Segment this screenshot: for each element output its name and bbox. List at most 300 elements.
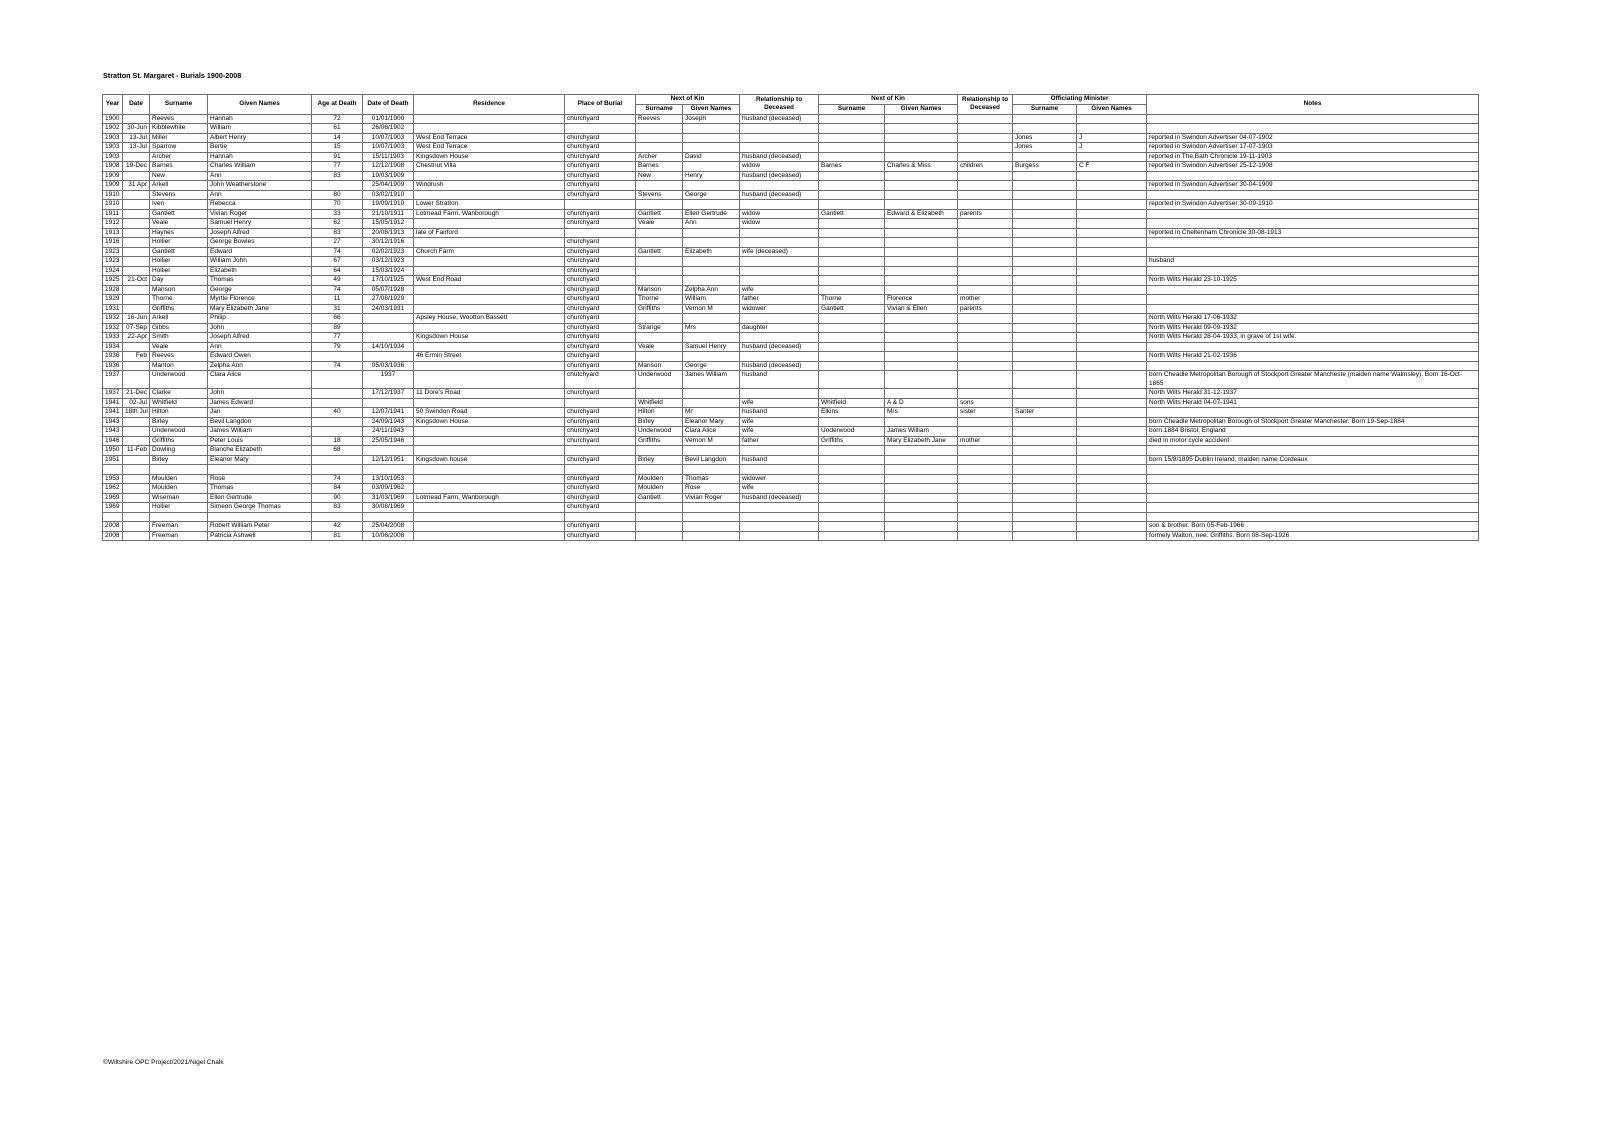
cell-notes xyxy=(1147,408,1479,418)
cell-date-of-death: 02/02/1923 xyxy=(363,247,414,257)
cell-surname: Day xyxy=(150,276,208,286)
cell-nok-given-names xyxy=(683,257,740,267)
cell-given-names: Clara Alice xyxy=(208,371,312,389)
cell-relationship-2: sister xyxy=(958,408,1013,418)
cell-minister-given-names xyxy=(1077,295,1147,305)
cell-place-of-burial: churchyard xyxy=(565,436,636,446)
cell-nok-surname xyxy=(636,143,683,153)
cell-nok2-given-names xyxy=(885,493,958,503)
cell-relationship: husband (deceased) xyxy=(740,493,819,503)
cell-place-of-burial: churchyard xyxy=(565,417,636,427)
cell-minister-surname xyxy=(1013,493,1077,503)
cell-nok2-surname: Gantlett xyxy=(819,209,885,219)
cell-date-of-death: 26/06/1902 xyxy=(363,124,414,134)
cell-place-of-burial: churchyard xyxy=(565,455,636,465)
cell-residence xyxy=(414,446,565,456)
cell-minister-given-names xyxy=(1077,304,1147,314)
cell-notes xyxy=(1147,114,1479,124)
cell-date: 13-Jul xyxy=(123,133,150,143)
cell-age-at-death xyxy=(312,417,363,427)
cell-date: 02-Jul xyxy=(123,398,150,408)
cell-nok2-given-names xyxy=(885,417,958,427)
cell-nok2-given-names xyxy=(885,371,958,389)
cell-date-of-death: 03/12/1923 xyxy=(363,257,414,267)
cell-nok2-surname xyxy=(819,143,885,153)
cell-nok2-given-names xyxy=(885,257,958,267)
cell-residence xyxy=(414,522,565,532)
col-header-residence: Residence xyxy=(414,95,565,115)
cell-age-at-death: 33 xyxy=(312,209,363,219)
cell-date-of-death: 15/03/1924 xyxy=(363,266,414,276)
cell-place-of-burial: churchyard xyxy=(565,114,636,124)
cell-surname: Freeman xyxy=(150,531,208,541)
cell-nok2-given-names xyxy=(885,200,958,210)
cell-date-of-death: 12/07/1941 xyxy=(363,408,414,418)
cell-given-names: Thomas xyxy=(208,484,312,494)
cell-relationship-2 xyxy=(958,314,1013,324)
cell-notes: North Wilts Herald 04-07-1941 xyxy=(1147,398,1479,408)
table-row xyxy=(103,171,1479,181)
cell-nok-given-names xyxy=(683,352,740,362)
cell-minister-surname xyxy=(1013,446,1077,456)
cell-year: 1937 xyxy=(103,371,123,389)
cell-nok-given-names xyxy=(683,143,740,153)
cell-nok-given-names xyxy=(683,531,740,541)
cell-nok-surname xyxy=(636,465,683,475)
cell-nok2-surname xyxy=(819,455,885,465)
table-row xyxy=(103,446,1479,456)
cell-date xyxy=(123,171,150,181)
cell-relationship: husband (deceased) xyxy=(740,190,819,200)
cell-date xyxy=(123,209,150,219)
cell-given-names: Rose xyxy=(208,474,312,484)
cell-date xyxy=(123,342,150,352)
table-row xyxy=(103,314,1479,324)
cell-nok-surname xyxy=(636,531,683,541)
cell-nok2-given-names: A & D xyxy=(885,398,958,408)
cell-nok-surname xyxy=(636,181,683,191)
cell-date xyxy=(123,257,150,267)
cell-surname: Clarke xyxy=(150,389,208,399)
cell-minister-surname xyxy=(1013,398,1077,408)
cell-nok-given-names xyxy=(683,333,740,343)
cell-surname: Sparrow xyxy=(150,143,208,153)
cell-relationship-2 xyxy=(958,512,1013,522)
cell-notes xyxy=(1147,190,1479,200)
table-row xyxy=(103,474,1479,484)
col-header-officiating-minister: Officiating Minister xyxy=(1013,95,1147,105)
cell-given-names: Blanche Elizabeth xyxy=(208,446,312,456)
cell-relationship-2 xyxy=(958,333,1013,343)
cell-place-of-burial: churchyard xyxy=(565,493,636,503)
cell-date: 22-Apr xyxy=(123,333,150,343)
cell-notes xyxy=(1147,342,1479,352)
cell-relationship-2: sons xyxy=(958,398,1013,408)
cell-date xyxy=(123,190,150,200)
cell-year: 1936 xyxy=(103,352,123,362)
cell-minister-surname xyxy=(1013,152,1077,162)
cell-residence xyxy=(414,398,565,408)
cell-relationship xyxy=(740,465,819,475)
cell-nok2-surname xyxy=(819,484,885,494)
cell-nok-surname: Manson xyxy=(636,361,683,371)
cell-relationship-2 xyxy=(958,417,1013,427)
cell-nok-given-names: Vernon M xyxy=(683,436,740,446)
cell-surname: Griffiths xyxy=(150,436,208,446)
cell-nok2-surname xyxy=(819,200,885,210)
col-header-given-names: Given Names xyxy=(208,95,312,115)
cell-residence: West End Terrace xyxy=(414,143,565,153)
cell-place-of-burial: churchyard xyxy=(565,361,636,371)
cell-relationship xyxy=(740,512,819,522)
table-row xyxy=(103,152,1479,162)
cell-surname: Reeves xyxy=(150,114,208,124)
cell-nok2-surname xyxy=(819,465,885,475)
cell-date: 18th Jul xyxy=(123,408,150,418)
cell-year: 2008 xyxy=(103,522,123,532)
cell-place-of-burial xyxy=(565,398,636,408)
cell-minister-given-names xyxy=(1077,389,1147,399)
cell-nok2-surname: Underwood xyxy=(819,427,885,437)
cell-residence xyxy=(414,436,565,446)
cell-surname: Freeman xyxy=(150,522,208,532)
cell-notes: reported in Swindon Advertiser 04-07-1902 xyxy=(1147,133,1479,143)
table-row xyxy=(103,531,1479,541)
cell-surname: Hollier xyxy=(150,503,208,513)
cell-nok2-given-names xyxy=(885,333,958,343)
cell-notes xyxy=(1147,493,1479,503)
table-row xyxy=(103,181,1479,191)
cell-residence xyxy=(414,465,565,475)
cell-surname: Hilton xyxy=(150,408,208,418)
cell-nok-given-names xyxy=(683,465,740,475)
cell-minister-surname xyxy=(1013,209,1077,219)
cell-date-of-death: 03/09/1962 xyxy=(363,484,414,494)
cell-minister-given-names xyxy=(1077,371,1147,389)
cell-nok-surname: Reeves xyxy=(636,114,683,124)
cell-nok2-given-names xyxy=(885,238,958,248)
cell-minister-surname xyxy=(1013,228,1077,238)
cell-notes: reported in Swindon Advertiser 30-04-1909 xyxy=(1147,181,1479,191)
cell-minister-given-names xyxy=(1077,455,1147,465)
cell-given-names: Vivian Roger xyxy=(208,209,312,219)
cell-surname: Veale xyxy=(150,219,208,229)
cell-date xyxy=(123,285,150,295)
cell-residence xyxy=(414,304,565,314)
cell-date-of-death: 27/08/1929 xyxy=(363,295,414,305)
cell-surname: Veale xyxy=(150,342,208,352)
cell-notes xyxy=(1147,266,1479,276)
cell-notes: born Cheadle Metropolitan Borough of Stockport Greater Manchester. Born 19-Sep-1884 xyxy=(1147,417,1479,427)
cell-nok-surname: Moulden xyxy=(636,474,683,484)
cell-relationship-2 xyxy=(958,474,1013,484)
cell-age-at-death: 83 xyxy=(312,503,363,513)
cell-nok-surname xyxy=(636,266,683,276)
cell-year: 1933 xyxy=(103,333,123,343)
cell-minister-surname xyxy=(1013,352,1077,362)
cell-nok-surname: Stevens xyxy=(636,190,683,200)
cell-minister-given-names xyxy=(1077,152,1147,162)
cell-year: 1969 xyxy=(103,493,123,503)
cell-nok-given-names: Rose xyxy=(683,484,740,494)
cell-nok-given-names xyxy=(683,200,740,210)
table-row xyxy=(103,124,1479,134)
cell-nok-given-names: Zelpha Ann xyxy=(683,285,740,295)
cell-surname: Underwood xyxy=(150,427,208,437)
cell-residence: 50 Swindon Road xyxy=(414,408,565,418)
cell-age-at-death xyxy=(312,389,363,399)
cell-minister-surname: Jones xyxy=(1013,143,1077,153)
cell-nok-given-names: Eleanor Mary xyxy=(683,417,740,427)
cell-notes xyxy=(1147,285,1479,295)
cell-nok2-given-names xyxy=(885,361,958,371)
cell-nok-surname: Veale xyxy=(636,219,683,229)
cell-nok2-given-names xyxy=(885,266,958,276)
cell-minister-surname xyxy=(1013,361,1077,371)
cell-given-names: Charles William xyxy=(208,162,312,172)
cell-surname: Moulden xyxy=(150,484,208,494)
table-row xyxy=(103,219,1479,229)
cell-given-names: Albert Henry xyxy=(208,133,312,143)
cell-year: 1902 xyxy=(103,124,123,134)
cell-date-of-death: 14/10/1934 xyxy=(363,342,414,352)
cell-surname: Barnes xyxy=(150,162,208,172)
cell-relationship-2 xyxy=(958,531,1013,541)
cell-minister-surname xyxy=(1013,247,1077,257)
cell-year: 1903 xyxy=(103,152,123,162)
cell-date-of-death: 10/07/1903 xyxy=(363,133,414,143)
cell-minister-surname xyxy=(1013,276,1077,286)
cell-age-at-death: 11 xyxy=(312,295,363,305)
cell-nok2-surname xyxy=(819,171,885,181)
cell-year: 1924 xyxy=(103,266,123,276)
table-row xyxy=(103,162,1479,172)
cell-nok2-given-names: James William xyxy=(885,427,958,437)
cell-place-of-burial xyxy=(565,512,636,522)
cell-notes: born 1884 Bristol, England xyxy=(1147,427,1479,437)
cell-residence: Kingsdown house xyxy=(414,455,565,465)
cell-relationship-2 xyxy=(958,455,1013,465)
cell-nok2-given-names xyxy=(885,522,958,532)
cell-minister-surname xyxy=(1013,474,1077,484)
cell-nok2-surname xyxy=(819,522,885,532)
cell-minister-surname: Santer xyxy=(1013,408,1077,418)
cell-minister-surname xyxy=(1013,219,1077,229)
cell-relationship: wife xyxy=(740,285,819,295)
cell-notes: born Cheadle Metropolitan Borough of Stockport Greater Mancheste (maiden name Walmsley). Born 16-Oct-1865 xyxy=(1147,371,1479,389)
cell-relationship: wife xyxy=(740,427,819,437)
cell-residence: Lower Stratton xyxy=(414,200,565,210)
cell-year: 1928 xyxy=(103,285,123,295)
cell-nok2-surname: Barnes xyxy=(819,162,885,172)
table-row xyxy=(103,228,1479,238)
cell-given-names: Bevil Langdon xyxy=(208,417,312,427)
cell-nok2-surname: Thorne xyxy=(819,295,885,305)
cell-date-of-death: 20/08/1913 xyxy=(363,228,414,238)
table-row xyxy=(103,247,1479,257)
cell-nok-surname: Underwood xyxy=(636,371,683,389)
cell-given-names: Philip xyxy=(208,314,312,324)
cell-minister-surname xyxy=(1013,389,1077,399)
cell-residence: Lotmead Farm, Wanborough xyxy=(414,493,565,503)
cell-nok2-given-names xyxy=(885,503,958,513)
cell-minister-given-names xyxy=(1077,190,1147,200)
cell-place-of-burial: churchyard xyxy=(565,484,636,494)
cell-date xyxy=(123,361,150,371)
cell-residence: 46 Ermin Street xyxy=(414,352,565,362)
cell-given-names: John Weatherstone xyxy=(208,181,312,191)
cell-date xyxy=(123,465,150,475)
cell-given-names: James Edward xyxy=(208,398,312,408)
cell-age-at-death: 15 xyxy=(312,143,363,153)
col-header-relationship: Relationship to Deceased xyxy=(740,95,819,115)
cell-surname: Birley xyxy=(150,455,208,465)
cell-date-of-death xyxy=(363,465,414,475)
cell-nok-given-names xyxy=(683,314,740,324)
cell-year: 1913 xyxy=(103,228,123,238)
cell-place-of-burial xyxy=(565,465,636,475)
cell-relationship xyxy=(740,503,819,513)
cell-age-at-death: 77 xyxy=(312,333,363,343)
cell-minister-surname xyxy=(1013,295,1077,305)
cell-year: 1903 xyxy=(103,143,123,153)
cell-nok-given-names xyxy=(683,276,740,286)
cell-place-of-burial: churchyard xyxy=(565,389,636,399)
cell-nok2-surname xyxy=(819,503,885,513)
cell-year: 1931 xyxy=(103,304,123,314)
cell-date: 13-Jul xyxy=(123,143,150,153)
cell-date-of-death xyxy=(363,446,414,456)
cell-residence xyxy=(414,484,565,494)
cell-date xyxy=(123,531,150,541)
cell-relationship: wife xyxy=(740,417,819,427)
cell-nok-given-names xyxy=(683,446,740,456)
cell-relationship-2 xyxy=(958,427,1013,437)
cell-place-of-burial: churchyard xyxy=(565,427,636,437)
cell-minister-given-names xyxy=(1077,446,1147,456)
cell-surname: Moulden xyxy=(150,474,208,484)
cell-nok-surname: Griffiths xyxy=(636,436,683,446)
table-row xyxy=(103,143,1479,153)
cell-date xyxy=(123,512,150,522)
cell-relationship xyxy=(740,143,819,153)
cell-minister-given-names xyxy=(1077,209,1147,219)
cell-nok-given-names: Ellen Gertrude xyxy=(683,209,740,219)
cell-given-names: Simeon George Thomas xyxy=(208,503,312,513)
cell-date xyxy=(123,304,150,314)
cell-age-at-death: 66 xyxy=(312,314,363,324)
cell-minister-given-names xyxy=(1077,333,1147,343)
cell-date-of-death: 25/05/1946 xyxy=(363,436,414,446)
cell-date xyxy=(123,503,150,513)
cell-nok2-surname xyxy=(819,352,885,362)
cell-residence xyxy=(414,219,565,229)
col-header-nok2-surname: Surname xyxy=(819,105,885,115)
cell-date-of-death: 15/05/1912 xyxy=(363,219,414,229)
cell-minister-given-names xyxy=(1077,238,1147,248)
cell-minister-surname: Burgess xyxy=(1013,162,1077,172)
cell-minister-surname xyxy=(1013,465,1077,475)
cell-nok-given-names: William xyxy=(683,295,740,305)
cell-surname: Birley xyxy=(150,417,208,427)
cell-relationship: husband (deceased) xyxy=(740,171,819,181)
cell-age-at-death: 80 xyxy=(312,190,363,200)
cell-relationship: husband (deceased) xyxy=(740,114,819,124)
cell-nok-surname xyxy=(636,228,683,238)
cell-residence: Windrush xyxy=(414,181,565,191)
cell-minister-given-names xyxy=(1077,427,1147,437)
cell-date xyxy=(123,152,150,162)
cell-residence xyxy=(414,257,565,267)
cell-date xyxy=(123,266,150,276)
cell-relationship xyxy=(740,389,819,399)
cell-residence xyxy=(414,171,565,181)
cell-age-at-death: 14 xyxy=(312,133,363,143)
cell-given-names: Hannah xyxy=(208,152,312,162)
cell-nok-surname: Birley xyxy=(636,455,683,465)
cell-minister-given-names xyxy=(1077,493,1147,503)
cell-date-of-death: 19/03/1909 xyxy=(363,171,414,181)
cell-relationship-2 xyxy=(958,257,1013,267)
cell-nok2-surname xyxy=(819,342,885,352)
cell-relationship-2 xyxy=(958,171,1013,181)
cell-residence xyxy=(414,295,565,305)
cell-minister-surname xyxy=(1013,257,1077,267)
cell-date-of-death: 19/09/1910 xyxy=(363,200,414,210)
cell-nok2-surname xyxy=(819,417,885,427)
cell-relationship-2 xyxy=(958,190,1013,200)
table-row xyxy=(103,493,1479,503)
cell-relationship-2 xyxy=(958,352,1013,362)
cell-nok2-surname xyxy=(819,238,885,248)
cell-nok-given-names: Samuel Henry xyxy=(683,342,740,352)
cell-age-at-death: 79 xyxy=(312,342,363,352)
cell-surname: Hollier xyxy=(150,266,208,276)
cell-nok-given-names xyxy=(683,398,740,408)
cell-given-names: Hannah xyxy=(208,114,312,124)
cell-nok-given-names xyxy=(683,238,740,248)
cell-nok2-given-names xyxy=(885,455,958,465)
cell-nok-surname: Underwood xyxy=(636,427,683,437)
cell-age-at-death: 83 xyxy=(312,228,363,238)
cell-date-of-death: 31/03/1969 xyxy=(363,493,414,503)
cell-date xyxy=(123,371,150,389)
cell-date xyxy=(123,522,150,532)
cell-minister-given-names xyxy=(1077,417,1147,427)
cell-nok2-surname xyxy=(819,228,885,238)
cell-minister-surname xyxy=(1013,427,1077,437)
cell-nok-given-names xyxy=(683,133,740,143)
cell-nok-given-names xyxy=(683,503,740,513)
cell-nok2-given-names xyxy=(885,114,958,124)
col-header-next-of-kin-2: Next of Kin xyxy=(819,95,958,105)
cell-notes: North Wilts Herald 23-10-1925 xyxy=(1147,276,1479,286)
cell-year: 1936 xyxy=(103,361,123,371)
cell-date-of-death: 24/11/1943 xyxy=(363,427,414,437)
cell-date-of-death: 05/07/1928 xyxy=(363,285,414,295)
cell-age-at-death: 74 xyxy=(312,474,363,484)
cell-given-names: Mary Elizabeth Jane xyxy=(208,304,312,314)
cell-date-of-death: 10/06/2008 xyxy=(363,531,414,541)
cell-nok2-surname xyxy=(819,323,885,333)
cell-notes xyxy=(1147,219,1479,229)
cell-year: 1923 xyxy=(103,247,123,257)
cell-minister-given-names xyxy=(1077,276,1147,286)
cell-minister-given-names xyxy=(1077,171,1147,181)
cell-given-names: Rebecca xyxy=(208,200,312,210)
cell-nok-surname xyxy=(636,133,683,143)
cell-nok2-surname xyxy=(819,152,885,162)
